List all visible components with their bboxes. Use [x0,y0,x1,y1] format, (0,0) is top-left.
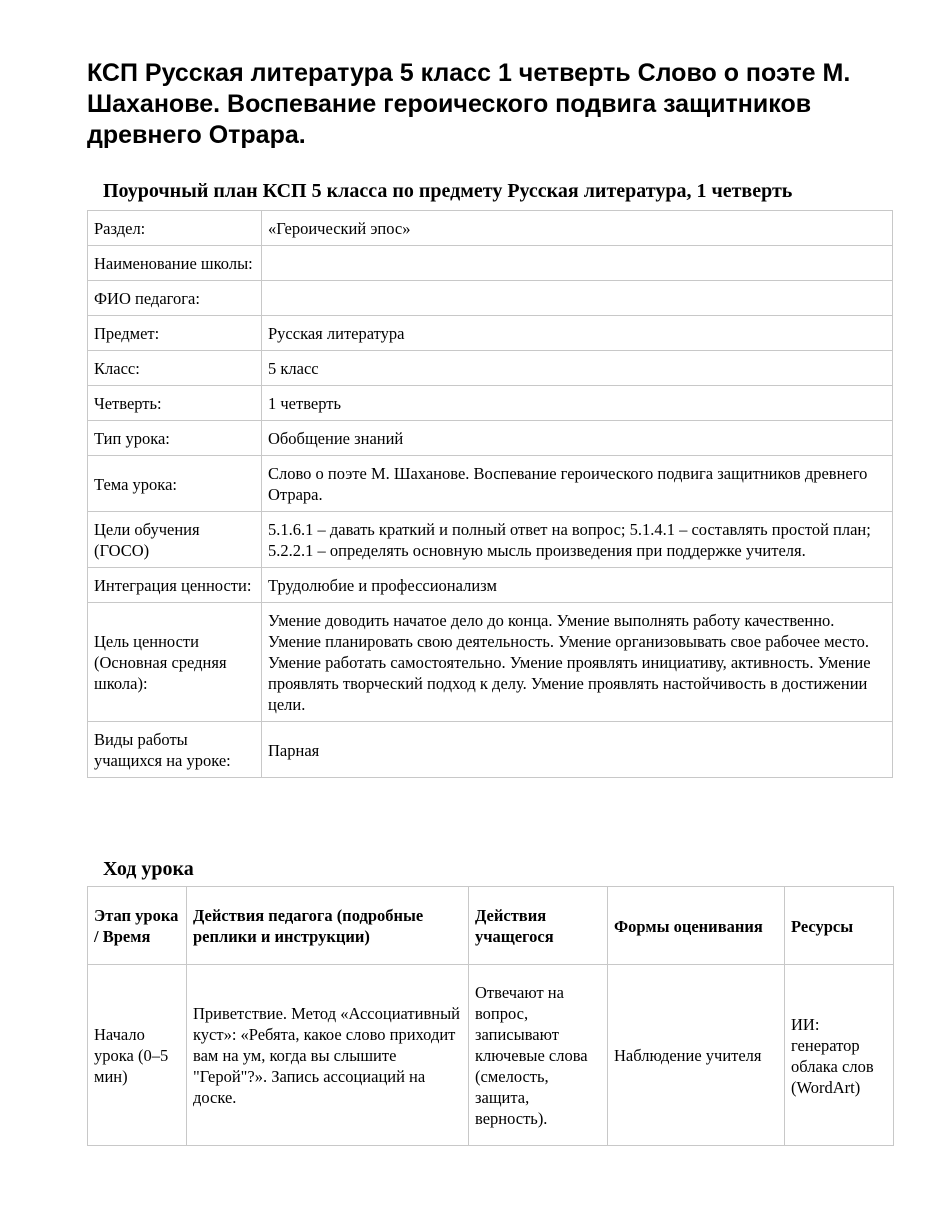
lesson-info-table [87,210,893,778]
info-label: Тема урока: [88,456,262,512]
table-row [88,965,894,1146]
page-title: КСП Русская литература 5 класс 1 четверть Слово о поэте М. Шаханове. Воспевание героического подвига защитников древнего Отрара. [87,59,851,149]
table-cell: ИИ: генератор облака слов (WordArt) [785,965,894,1146]
table-cell: Приветствие. Метод «Ассоциативный куст»: «Ребята, какое слово приходит вам на ум, когда вы слышите "Герой"?». Запись ассоциаций на доске. [187,965,469,1146]
table-cell: Наблюдение учителя [608,965,785,1146]
info-label: ФИО педагога: [88,281,262,316]
info-value [262,246,893,281]
table-cell: Начало урока (0–5 мин) [88,965,187,1146]
info-value: Парная [262,722,893,778]
info-label: Цели обучения (ГОСО) [88,512,262,568]
info-value [262,281,893,316]
info-row-value-integration [88,568,893,603]
plan-heading: Поурочный план КСП 5 класса по предмету Русская литература, 1 четверть [103,180,793,202]
column-header: Ресурсы [785,887,894,965]
info-value: Умение доводить начатое дело до конца. Умение выполнять работу качественно. Умение планировать свою деятельность. Умение организовывать свое рабочее место. Умение работать самостоятельно. Умение проявлять инициативу, активность. Умение проявлять творческий подход к делу. Умение проявлять настойчивость в достижении цели. [262,603,893,722]
info-label: Виды работы учащихся на уроке: [88,722,262,778]
info-value: 5 класс [262,351,893,386]
info-row-work-types [88,722,893,778]
column-header: Этап урока / Время [88,887,187,965]
info-label: Тип урока: [88,421,262,456]
column-header: Формы оценивания [608,887,785,965]
info-row-school [88,246,893,281]
info-value: Русская литература [262,316,893,351]
info-value: «Героический эпос» [262,211,893,246]
info-value: Трудолюбие и профессионализм [262,568,893,603]
info-row-quarter [88,386,893,421]
info-row-subject [88,316,893,351]
info-label: Четверть: [88,386,262,421]
info-label: Раздел: [88,211,262,246]
info-value: Слово о поэте М. Шаханове. Воспевание героического подвига защитников древнего Отрара. [262,456,893,512]
lesson-table-header-row [88,887,894,965]
info-label: Наименование школы: [88,246,262,281]
info-row-section [88,211,893,246]
table-cell: Отвечают на вопрос, записывают ключевые слова (смелость, защита, верность). [469,965,608,1146]
info-label: Класс: [88,351,262,386]
info-row-value-goal [88,603,893,722]
info-value: Обобщение знаний [262,421,893,456]
lesson-heading: Ход урока [103,858,194,880]
info-label: Цель ценности (Основная средняя школа): [88,603,262,722]
info-label: Предмет: [88,316,262,351]
column-header: Действия учащегося [469,887,608,965]
info-value: 5.1.6.1 – давать краткий и полный ответ на вопрос; 5.1.4.1 – составлять простой план; 5.2.2.1 – определять основную мысль произведения при поддержке учителя. [262,512,893,568]
info-row-grade [88,351,893,386]
info-label: Интеграция ценности: [88,568,262,603]
info-value: 1 четверть [262,386,893,421]
info-row-lesson-type [88,421,893,456]
info-row-learning-goals [88,512,893,568]
info-row-teacher [88,281,893,316]
info-row-topic [88,456,893,512]
column-header: Действия педагога (подробные реплики и инструкции) [187,887,469,965]
lesson-flow-table [87,886,894,1146]
